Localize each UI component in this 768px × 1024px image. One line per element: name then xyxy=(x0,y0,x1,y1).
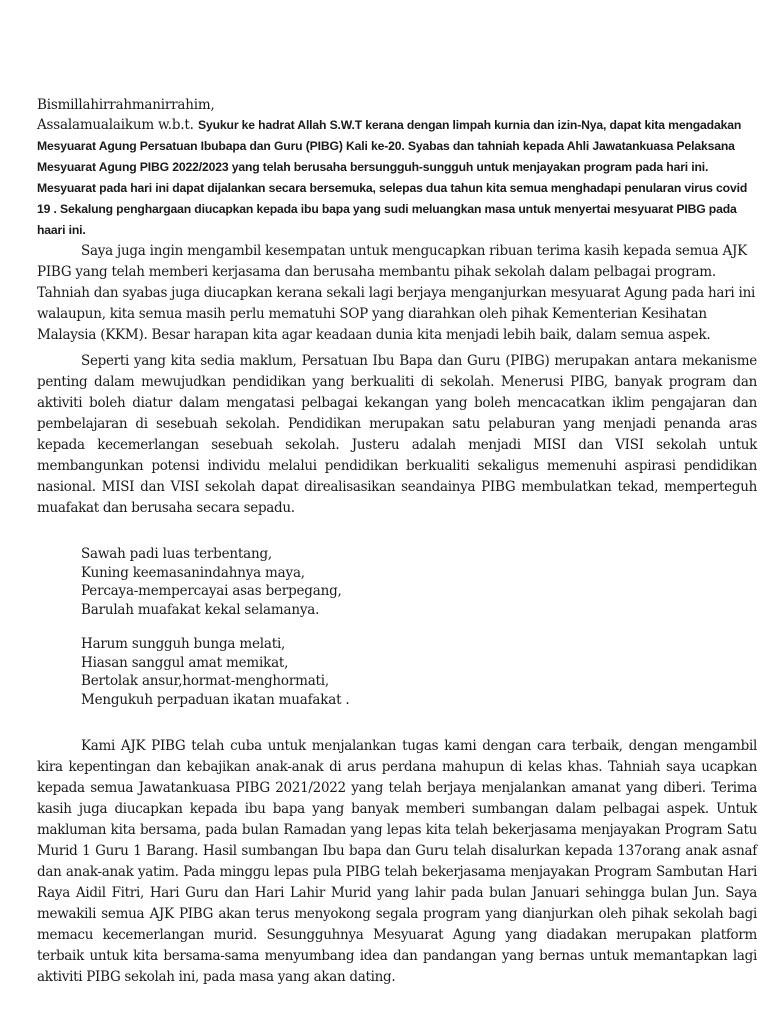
pantun-line: Mengukuh perpaduan ikatan muafakat . xyxy=(81,691,350,708)
paragraph-pibg-role: Seperti yang kita sedia maklum, Persatuan Ibu Bapa dan Guru (PIBG) merupakan antara mekanisme penting dalam mewujudkan pendidikan yang berkualiti di sekolah. Menerusi PIBG, banyak program dan aktiviti boleh diatur dalam mengatasi pelbagai kekangan yang boleh mencacatkan iklim pengajaran dan pembelajaran di sesebuah sekolah. Pendidikan merupakan satu pelaburan yang menjadi penanda aras kepada kecemerlangan sesebuah sekolah. Justeru adalah menjadi MISI dan VISI sekolah untuk membangunkan potensi individu melalui pendidikan berkualiti sekaligus memenuhi aspirasi pendidikan nasional. MISI dan VISI sekolah dapat direalisasikan seandainya PIBG membulatkan tekad, memperteguh muafakat dan berusaha secara sepadu. xyxy=(37,353,757,516)
bismillah-line: Bismillahirrahmanirrahim, xyxy=(37,97,215,113)
salam-greeting: Assalamualaikum w.b.t. xyxy=(37,117,194,133)
paragraph-appreciation: Saya juga ingin mengambil kesempatan untuk mengucapkan ribuan terima kasih kepada semua AJK PIBG yang telah memberi kerjasama dan berusaha membantu pihak sekolah dalam pelbagai program. Tahniah dan syabas juga diucapkan kerana sekali lagi berjaya menganjurkan mesyuarat Agung pada hari ini walaupun, kita semua masih perlu mematuhi SOP yang diarahkan oleh pihak Kementerian Kesihatan Malaysia (KKM). Besar harapan kita agar keadaan dunia kita menjadi lebih baik, dalam semua aspek. xyxy=(37,243,756,343)
pantun-line: Bertolak ansur,hormat-menghormati, xyxy=(81,673,329,689)
pantun-line: Percaya-mempercayai asas berpegang, xyxy=(81,583,342,599)
pantun-line: Barulah muafakat kekal selamanya. xyxy=(81,601,320,618)
paragraph-ajk-report: Kami AJK PIBG telah cuba untuk menjalankan tugas kami dengan cara terbaik, dengan mengambil kira kepentingan dan kebajikan anak-anak di arus perdana mahupun di kelas khas. Tahniah saya ucapkan kepada semua Jawatankuasa PIBG 2021/2022 yang telah berjaya menjalankan amanat yang diberi. Terima kasih juga diucapkan kepada ibu bapa yang banyak memberi sumbangan dalam pelbagai aspek. Untuk makluman kita bersama, pada bulan Ramadan yang lepas kita telah bekerjasama menjayakan Program Satu Murid 1 Guru 1 Barang. Hasil sumbangan Ibu bapa dan Guru telah disalurkan kepada 137orang anak asnaf dan anak-anak yatim. Pada minggu lepas pula PIBG telah bekerjasama menjayakan Program Sambutan Hari Raya Aidil Fitri, Hari Guru dan Hari Lahir Murid yang lahir pada bulan Januari sehingga bulan Jun. Saya mewakili semua AJK PIBG akan terus menyokong segala program yang dianjurkan oleh pihak sekolah bagi memacu kecemerlangan murid. Sesungguhnya Mesyuarat Agung yang diadakan merupakan platform terbaik untuk kita bersama-sama menyumbang idea dan pandangan yang bernas untuk memantapkan lagi aktiviti PIBG sekolah ini, pada masa yang akan dating. xyxy=(37,738,757,985)
pantun-line: Hiasan sanggul amat memikat, xyxy=(81,654,289,671)
pantun xyxy=(81,545,757,709)
pantun-line: Sawah padi luas terbentang, xyxy=(81,546,273,562)
opening-bold-text: Syukur ke hadrat Allah S.W.T kerana dengan limpah kurnia dan izin-Nya, dapat kita mengadakan Mesyuarat Agung Persatuan Ibubapa dan Guru (PIBG) Kali ke-20. Syabas dan tahniah kepada Ahli Jawatankuasa Pelaksana Mesyuarat Agung PIBG 2022/2023 yang telah berusaha bersungguh-sungguh untuk menjayakan program pada hari ini. Mesyuarat pada hari ini dapat dijalankan secara bersemuka, selepas dua tahun kita semua menghadapi penularan virus covid 19 . Sekalung penghargaan diucapkan kepada ibu bapa yang sudi meluangkan masa untuk menyertai mesyuarat PIBG pada haari ini. xyxy=(37,118,748,237)
speech-text xyxy=(37,96,757,988)
pantun-line: Kuning keemasanindahnya maya, xyxy=(81,564,305,581)
opening-paragraph xyxy=(37,115,757,241)
pantun-line: Harum sungguh bunga melati, xyxy=(81,636,286,652)
